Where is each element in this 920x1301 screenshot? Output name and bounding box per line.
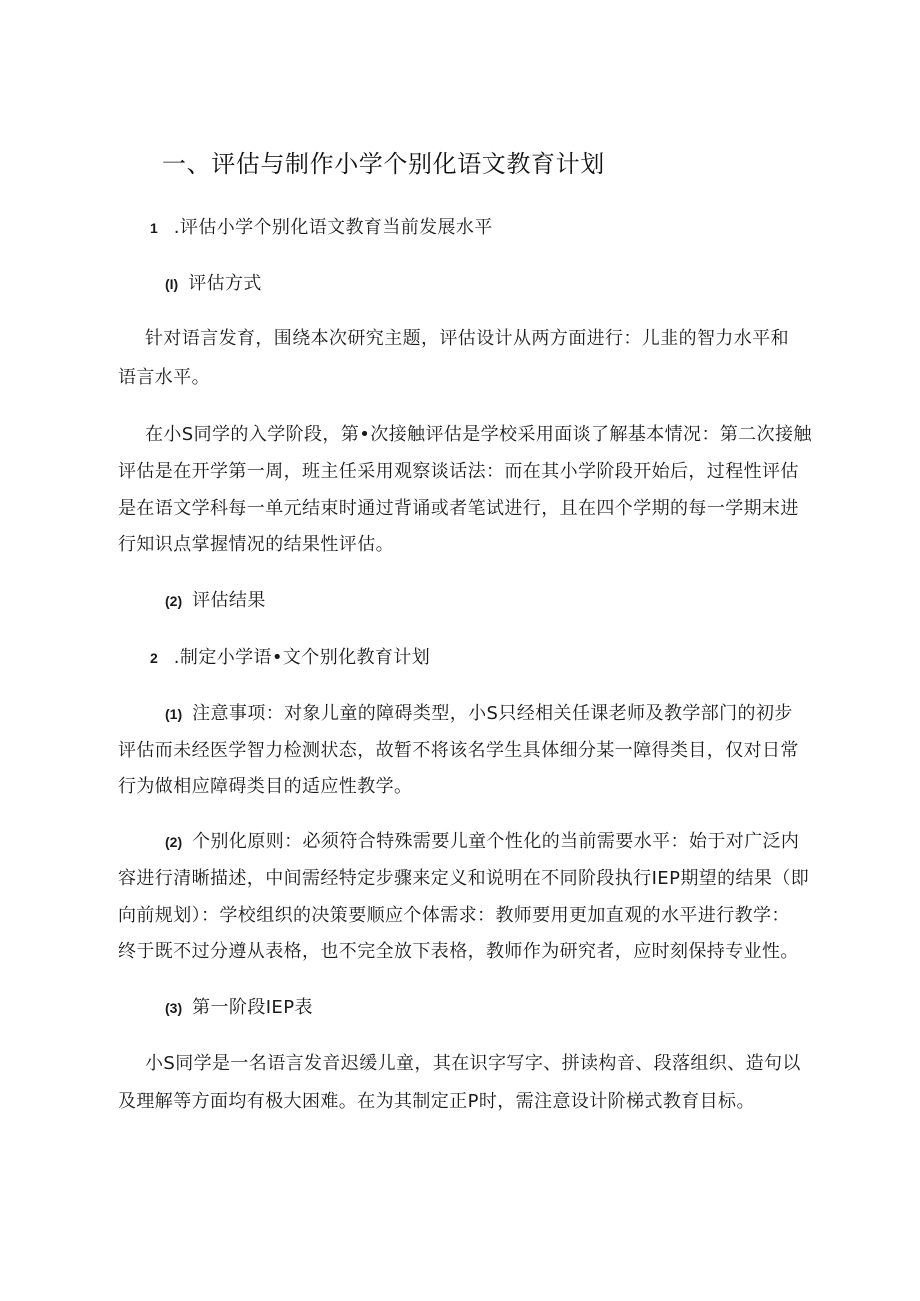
- paragraph-line: 行知识点掌握情况的结果性评估。: [118, 534, 394, 555]
- section-heading-text: .评估小学个别化语文教育当前发展水平: [173, 217, 493, 238]
- subheading-number: (2): [165, 593, 183, 609]
- subheading-number: (I): [165, 276, 179, 292]
- paragraph-line: 行为做相应障碍类目的适应性教学。: [118, 776, 413, 797]
- section-heading-1: [150, 216, 493, 240]
- section-heading-text: .制定小学语•文个别化教育计划: [173, 647, 431, 668]
- subheading-assessment-result: [165, 589, 266, 613]
- paragraph-line: 向前规划）：学校组织的决策要顺应个体需求：教师要用更加直观的水平进行教学：: [118, 905, 790, 926]
- section-number: 2: [150, 650, 158, 666]
- paragraph-line: 是在语文学科每一单元结束时通过背诵或者笔试进行，且在四个学期的每一学期末进: [118, 498, 799, 519]
- subheading-assessment-method: [165, 272, 262, 296]
- list-item-text: 第一阶段IEP表: [192, 997, 313, 1018]
- page-title: 一、评估与制作小学个别化语文教育计划: [162, 150, 605, 178]
- paragraph-line: 及理解等方面均有极大困难。在为其制定正P时，需注意设计阶梯式教育目标。: [118, 1091, 755, 1112]
- list-item-number: (1): [165, 706, 183, 722]
- section-heading-2: [150, 646, 430, 670]
- paragraph-line: 针对语言发育，围绕本次研究主题，评估设计从两方面进行：儿韭的智力水平和: [145, 328, 789, 349]
- paragraph-line: 在小S同学的入学阶段，第•次接触评估是学校采用面谈了解基本情况：第二次接触: [145, 424, 812, 445]
- list-item-notes: [165, 702, 793, 726]
- paragraph-line: 语言水平。: [118, 367, 210, 388]
- list-item-iep-table: [165, 996, 313, 1020]
- list-item-number: (2): [165, 834, 183, 850]
- paragraph-line: 终于既不过分遵从表格，也不完全放下表格，教师作为研究者，应时刻保持专业性。: [118, 941, 799, 962]
- section-number: 1: [150, 220, 158, 236]
- list-item-text: 个别化原则：必须符合特殊需要儿童个性化的当前需要水平：始于对广泛内: [192, 831, 800, 852]
- subheading-text: 评估结果: [192, 590, 266, 611]
- paragraph-line: 评估而未经医学智力检测状态，故暂不将该名学生具体细分某一障得类目，仅对日常: [118, 740, 799, 761]
- subheading-text: 评估方式: [188, 273, 262, 294]
- list-item-text: 注意事项：对象儿童的障碍类型，小S只经相关任课老师及教学部门的初步: [192, 703, 793, 724]
- paragraph-line: 评估是在开学第一周，班主任采用观察谈话法：而在其小学阶段开始后，过程性评估: [118, 461, 799, 482]
- list-item-principles: [165, 830, 799, 854]
- paragraph-line: 容进行清晰描述，中间需经特定步骤来定义和说明在不同阶段执行IEP期望的结果（即: [118, 868, 810, 889]
- paragraph-line: 小S同学是一名语言发音迟缓儿童，其在识字写字、拼读构音、段落组织、造句以: [145, 1053, 801, 1074]
- list-item-number: (3): [165, 1000, 183, 1016]
